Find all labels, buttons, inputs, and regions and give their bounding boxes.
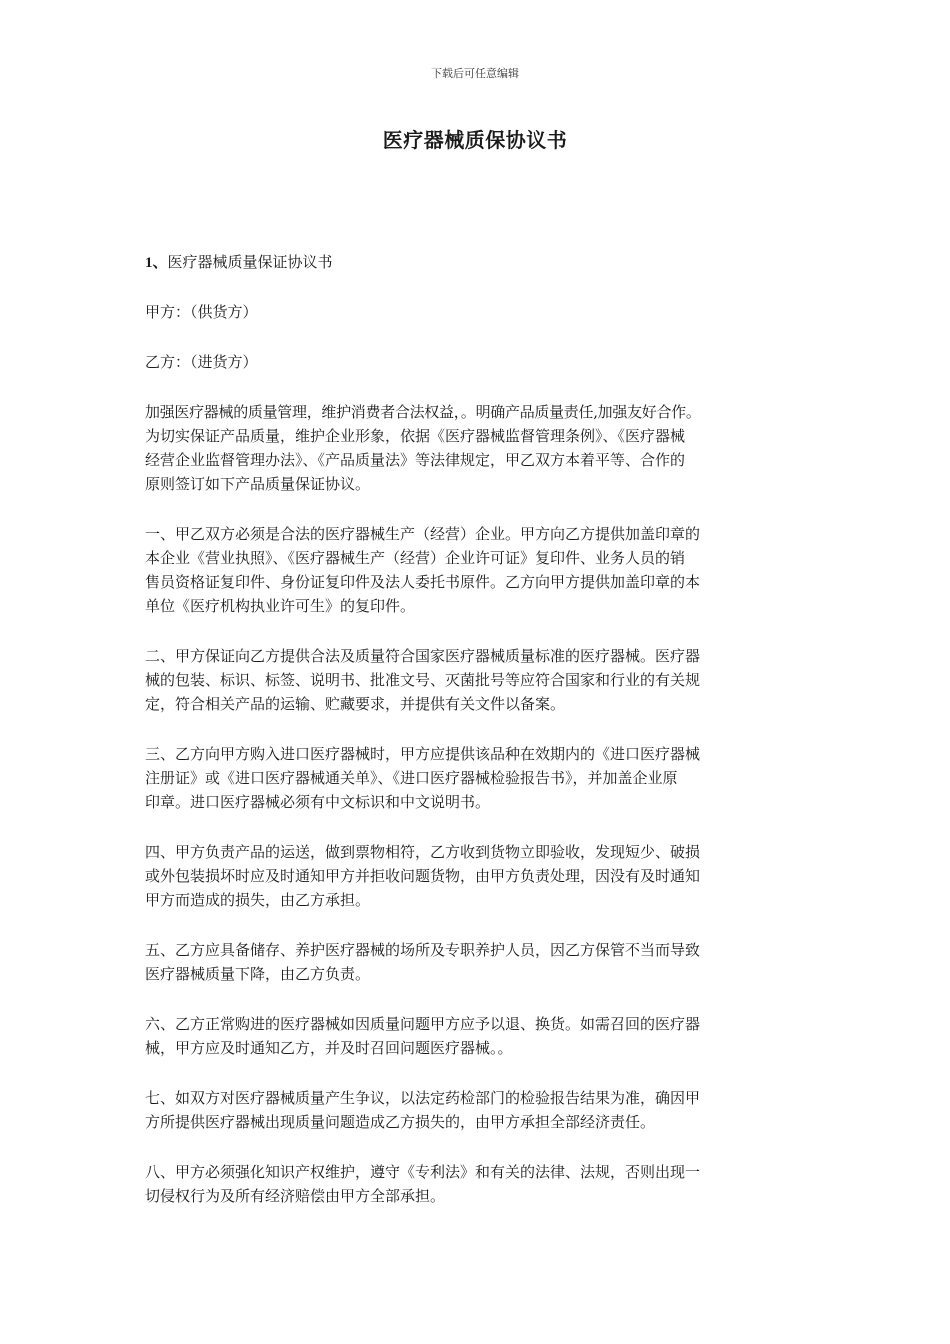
paragraph-line: 定，符合相关产品的运输、贮藏要求，并提供有关文件以备案。 [145,695,566,713]
clause-2 [145,644,810,716]
paragraph-line: 械的包装、标识、标签、说明书、批准文号、灭菌批号等应符合国家和行业的有关规 [145,671,701,689]
clause-8 [145,1160,810,1208]
paragraph-line: 本企业《营业执照》、《医疗器械生产（经营）企业许可证》复印件、业务人员的销 [145,549,686,567]
paragraph-line: 原则签订如下产品质量保证协议。 [145,475,371,493]
paragraph-line: 八、甲方必须强化知识产权维护，遵守《专利法》和有关的法律、法规，否则出现一 [145,1163,701,1181]
paragraph-line: 医疗器械质量下降，由乙方负责。 [145,965,371,983]
paragraph-line: 甲方而造成的损失，由乙方承担。 [145,891,371,909]
document-body [145,250,810,1208]
paragraph-intro [145,400,810,496]
clause-1 [145,522,810,618]
paragraph-line: 七、如双方对医疗器械质量产生争议，以法定药检部门的检验报告结果为准，确因甲 [145,1089,701,1107]
clause-3 [145,742,810,814]
paragraph-line: 售员资格证复印件、身份证复印件及法人委托书原件。乙方向甲方提供加盖印章的本 [145,573,701,591]
paragraph-line: 二、甲方保证向乙方提供合法及质量符合国家医疗器械质量标准的医疗器械。医疗器 [145,647,701,665]
party-a-line: 甲方：（供货方） [145,303,258,321]
paragraph-line: 印章。进口医疗器械必须有中文标识和中文说明书。 [145,793,491,811]
section-number: 1、 [145,255,168,271]
paragraph-line: 械，甲方应及时通知乙方，并及时召回问题医疗器械。。 [145,1039,513,1057]
section-heading [145,250,810,274]
clause-6 [145,1012,810,1060]
paragraph-line: 加强医疗器械的质量管理，维护消费者合法权益，。明确产品质量责任,加强友好合作。 [145,403,701,421]
paragraph-line: 经营企业监督管理办法》、《产品质量法》等法律规定，甲乙双方本着平等、合作的 [145,451,686,469]
paragraph-line: 六、乙方正常购进的医疗器械如因质量问题甲方应予以退、换货。如需召回的医疗器 [145,1015,701,1033]
paragraph-line: 五、乙方应具备储存、养护医疗器械的场所及专职养护人员，因乙方保管不当而导致 [145,941,701,959]
paragraph-line: 或外包装损坏时应及时通知甲方并拒收问题货物，由甲方负责处理，因没有及时通知 [145,867,701,885]
clause-5 [145,938,810,986]
paragraph-line: 三、乙方向甲方购入进口医疗器械时，甲方应提供该品种在效期内的《进口医疗器械 [145,745,701,763]
document-title: 医疗器械质保协议书 [382,128,568,152]
clause-7 [145,1086,810,1134]
header-note: 下载后可任意编辑 [431,67,519,80]
paragraph-line: 为切实保证产品质量，维护企业形象，依据《医疗器械监督管理条例》、《医疗器械 [145,427,686,445]
paragraph-line: 四、甲方负责产品的运送，做到票物相符，乙方收到货物立即验收，发现短少、破损 [145,843,701,861]
paragraph-line: 注册证》或《进口医疗器械通关单》、《进口医疗器械检验报告书》，并加盖企业原 [145,769,678,787]
paragraph-line: 切侵权行为及所有经济赔偿由甲方全部承担。 [145,1187,446,1205]
paragraph-line: 一、甲乙双方必须是合法的医疗器械生产（经营）企业。甲方向乙方提供加盖印章的 [145,525,701,543]
section-label: 医疗器械质量保证协议书 [167,253,333,271]
paragraph-line: 方所提供医疗器械出现质量问题造成乙方损失的，由甲方承担全部经济责任。 [145,1113,656,1131]
paragraph-line: 单位《医疗机构执业许可生》的复印件。 [145,597,416,615]
clause-4 [145,840,810,912]
party-b-line: 乙方：（进货方） [145,353,258,371]
